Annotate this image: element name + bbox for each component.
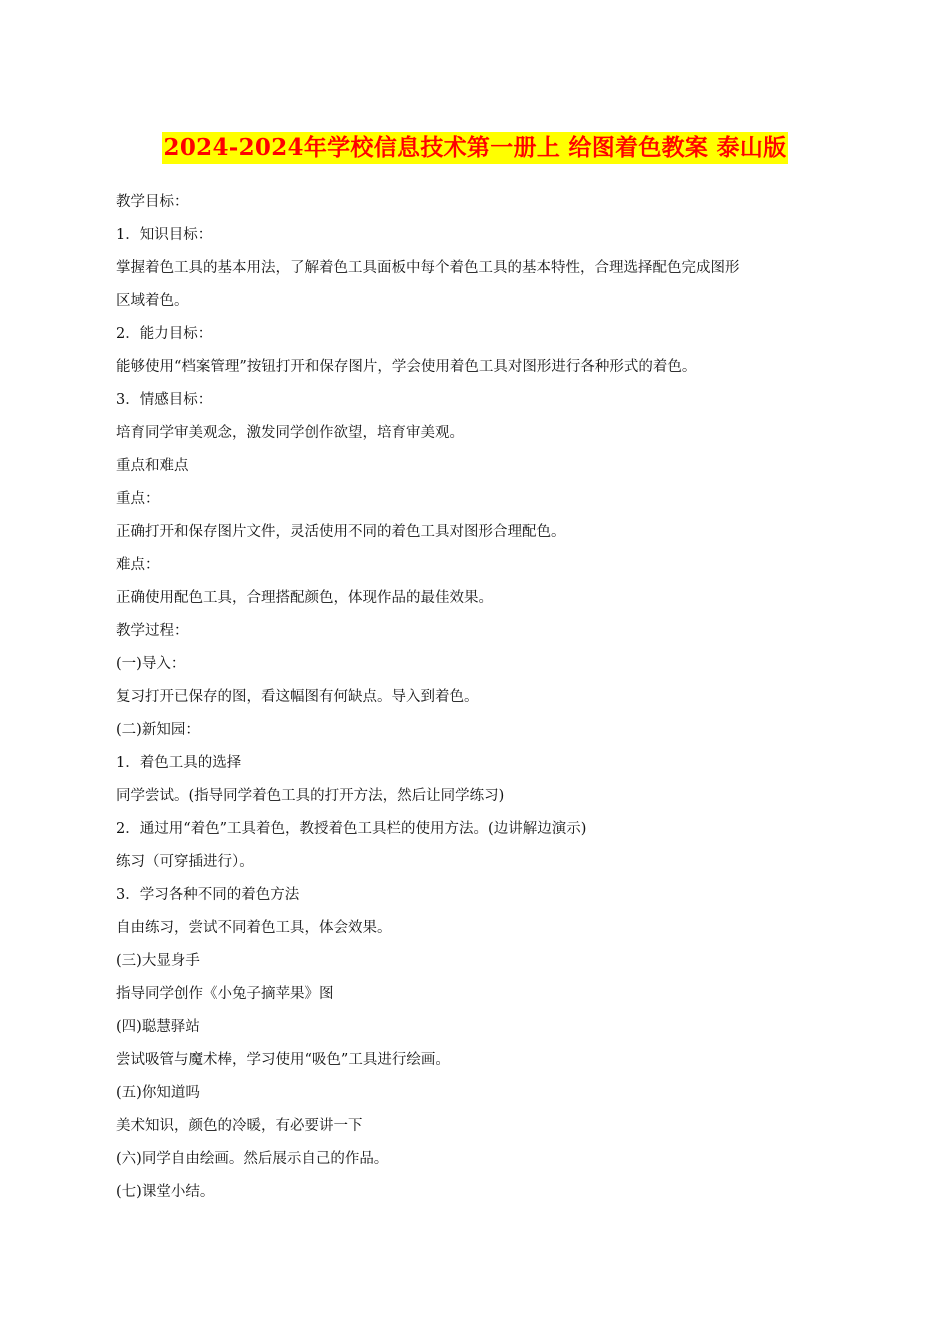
text-line: 正确打开和保存图片文件，灵活使用不同的着色工具对图形合理配色。 <box>116 524 566 540</box>
text-line: (五)你知道吗 <box>116 1085 200 1101</box>
document-title: 2024-2024年学校信息技术第一册上 给图着色教案 泰山版 <box>162 132 789 164</box>
text-line: 能够使用“档案管理”按钮打开和保存图片，学会使用着色工具对图形进行各种形式的着色。 <box>116 359 697 375</box>
text-line: 指导同学创作《小兔子摘苹果》图 <box>116 986 334 1002</box>
text-line: 教学目标： <box>116 194 189 210</box>
text-line: (一)导入： <box>116 656 186 672</box>
text-line: 区域着色。 <box>116 293 189 309</box>
text-line: 3．学习各种不同的着色方法 <box>116 887 300 903</box>
text-line: 1．着色工具的选择 <box>116 755 242 771</box>
text-line: 尝试吸管与魔术棒，学习使用“吸色”工具进行绘画。 <box>116 1052 450 1068</box>
text-line: 掌握着色工具的基本用法，了解着色工具面板中每个着色工具的基本特性，合理选择配色完成图形 <box>116 260 740 276</box>
text-line: 同学尝试。(指导同学着色工具的打开方法，然后让同学练习) <box>116 788 505 804</box>
text-line: 练习（可穿插进行）。 <box>116 854 254 870</box>
text-line: 3．情感目标： <box>116 392 213 408</box>
text-line: 美术知识，颜色的冷暖，有必要讲一下 <box>116 1118 363 1134</box>
title-container <box>0 132 950 164</box>
text-line: (七)课堂小结。 <box>116 1184 215 1200</box>
text-line: 2．通过用“着色”工具着色，教授着色工具栏的使用方法。(边讲解边演示) <box>116 821 587 837</box>
text-line: (四)聪慧驿站 <box>116 1019 200 1035</box>
text-line: 难点： <box>116 557 160 573</box>
text-line: 复习打开已保存的图，看这幅图有何缺点。导入到着色。 <box>116 689 479 705</box>
text-line: (六)同学自由绘画。然后展示自己的作品。 <box>116 1151 389 1167</box>
text-line: 2．能力目标： <box>116 326 213 342</box>
text-line: 重点和难点 <box>116 458 189 474</box>
text-line: 1．知识目标： <box>116 227 213 243</box>
text-line: 培育同学审美观念，激发同学创作欲望，培育审美观。 <box>116 425 464 441</box>
text-line: 自由练习，尝试不同着色工具，体会效果。 <box>116 920 392 936</box>
text-line: 教学过程： <box>116 623 189 639</box>
document-body <box>116 186 842 1209</box>
text-line: 重点： <box>116 491 160 507</box>
text-line: (三)大显身手 <box>116 953 200 969</box>
text-line: 正确使用配色工具，合理搭配颜色，体现作品的最佳效果。 <box>116 590 493 606</box>
text-line: (二)新知园： <box>116 722 200 738</box>
